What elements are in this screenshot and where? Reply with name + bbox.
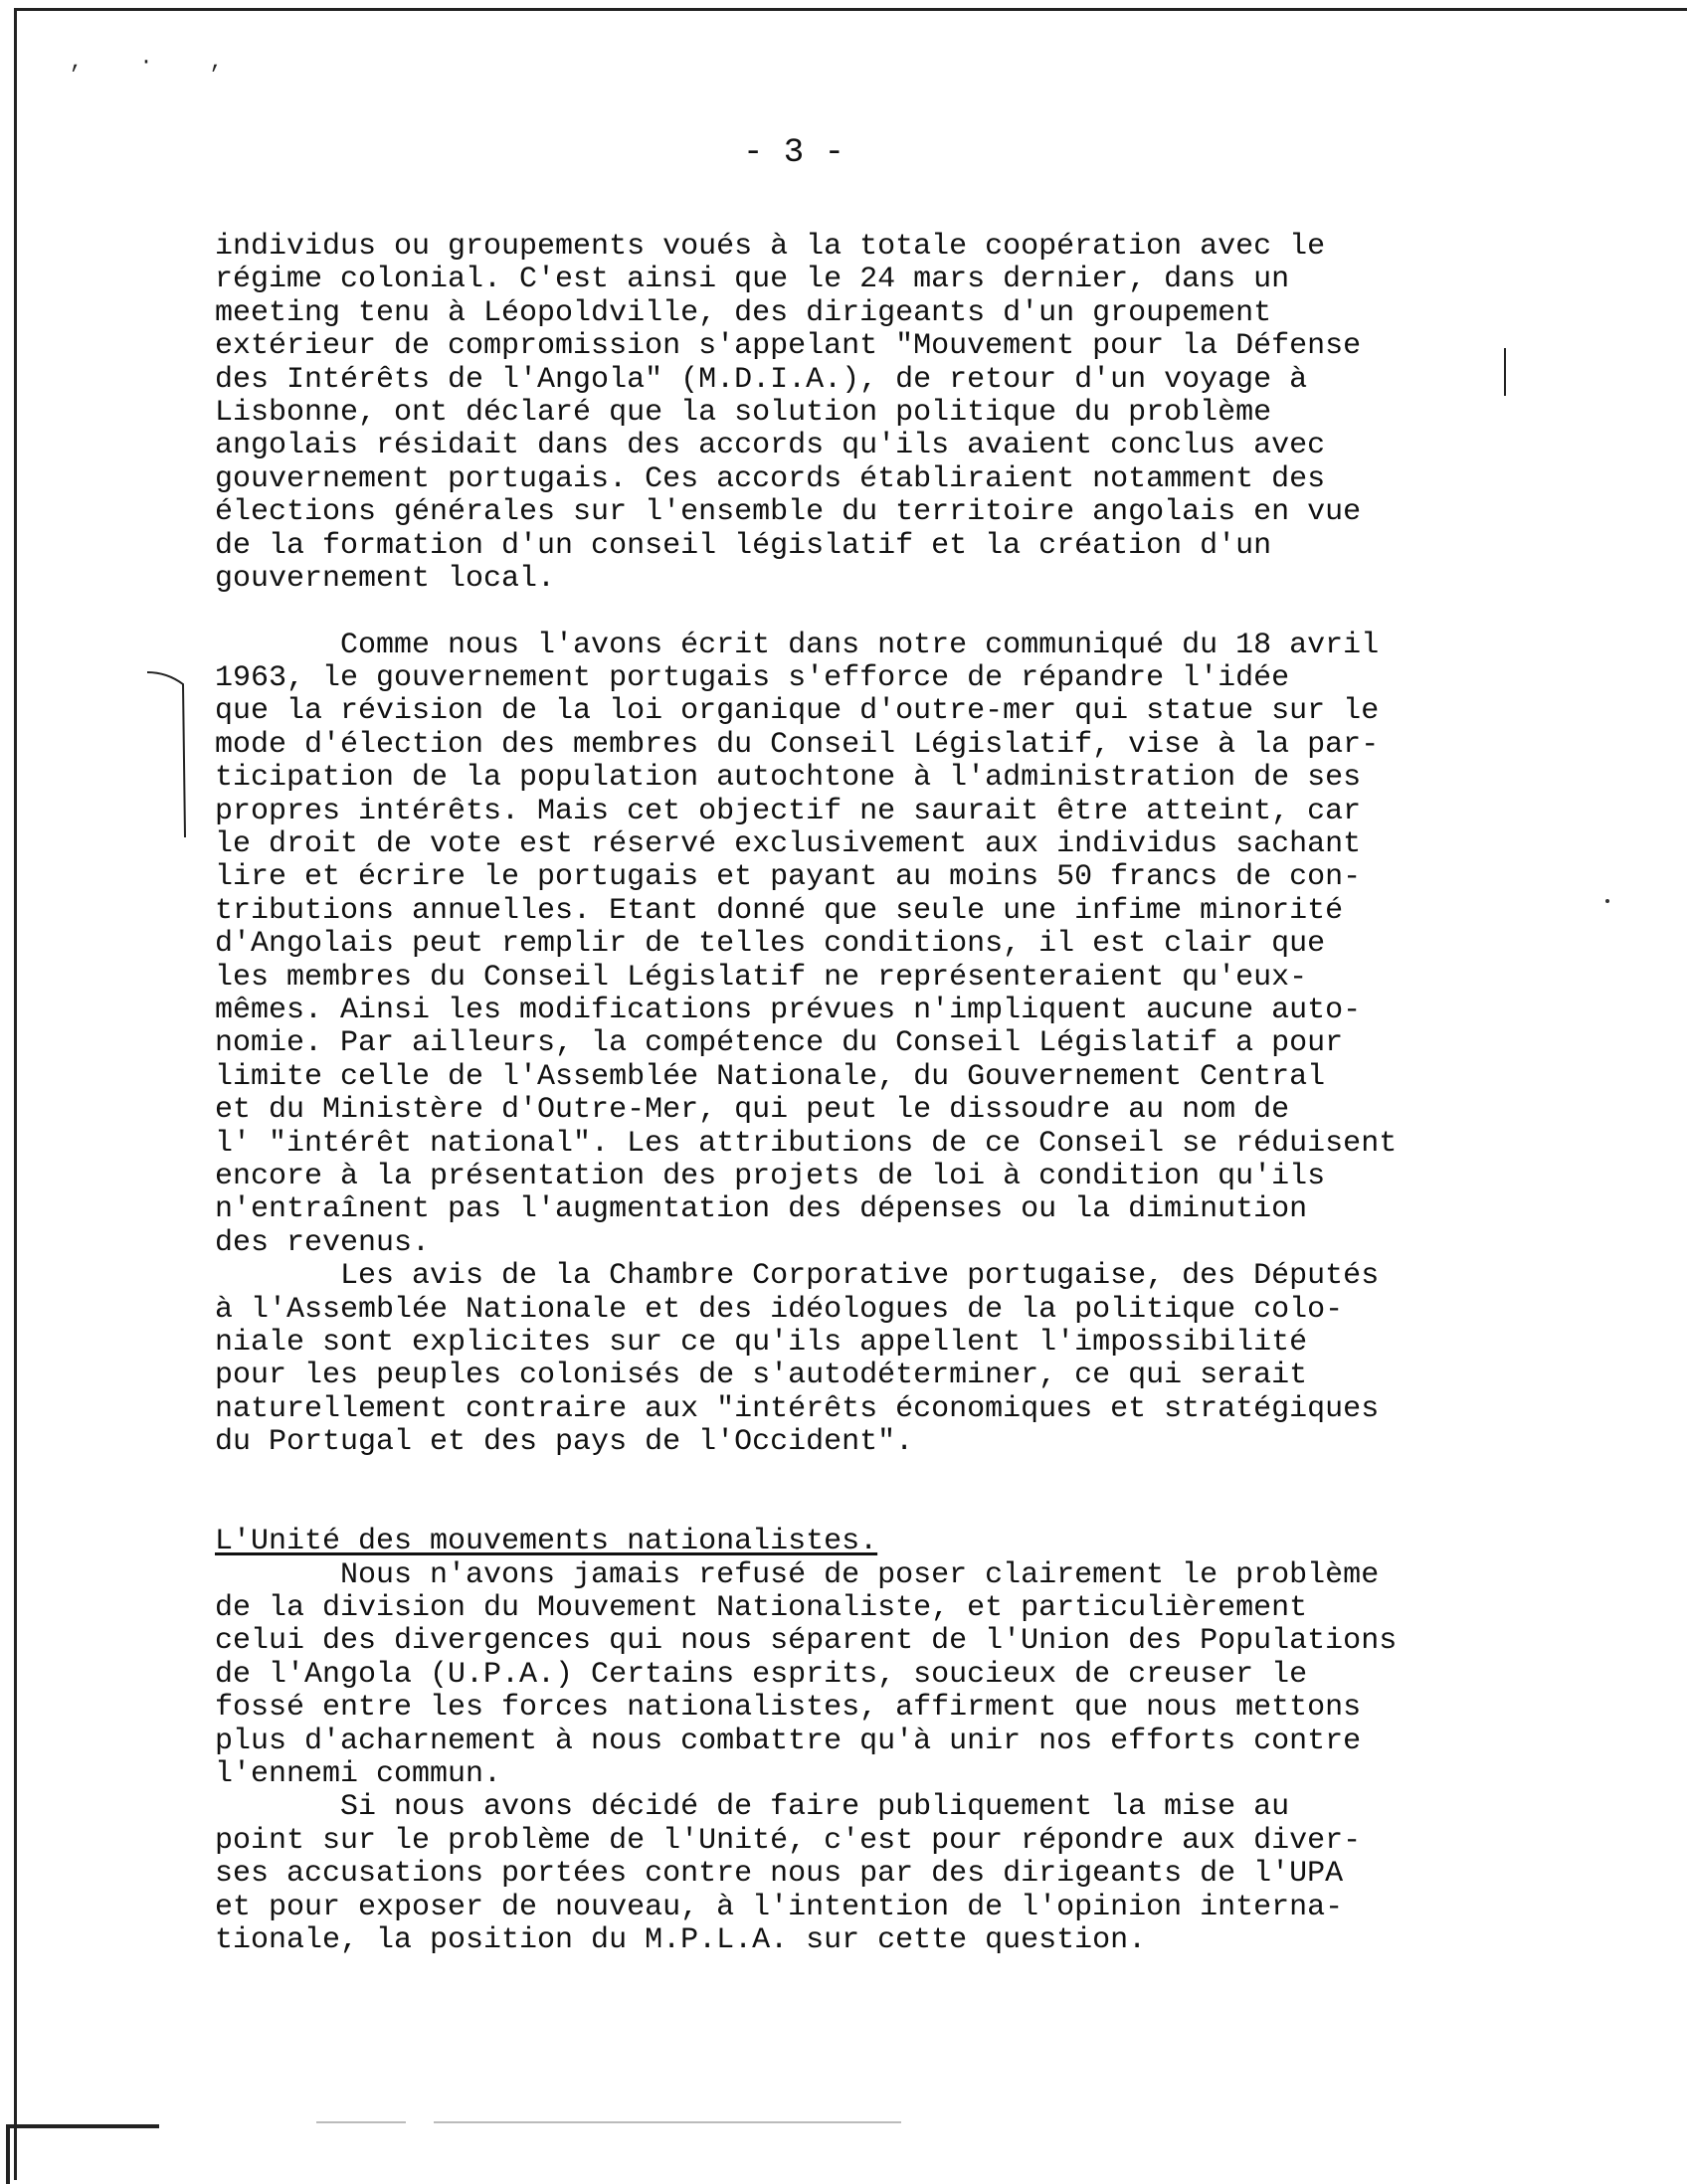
paragraph-gap <box>215 596 1548 629</box>
paragraph-3 <box>215 1260 1548 1459</box>
text-line: extérieur de compromission s'appelant "Mouvement pour la Défense <box>215 329 1362 364</box>
paragraph-5 <box>215 1791 1548 1957</box>
text-line: l' "intérêt national". Les attributions de ce Conseil se réduisent <box>215 1126 1398 1161</box>
text-line: élections générales sur l'ensemble du territoire angolais en vue <box>215 495 1362 530</box>
text-line: mêmes. Ainsi les modifications prévues n'impliquent aucune auto- <box>215 993 1362 1027</box>
text-line: ses accusations portées contre nous par des dirigeants de l'UPA <box>215 1857 1344 1892</box>
footer-rule-left <box>316 2121 406 2123</box>
text-line: Si nous avons décidé de faire publiquement la mise au <box>215 1790 1290 1825</box>
stray-dot <box>1605 899 1609 903</box>
text-line: Lisbonne, ont déclaré que la solution politique du problème <box>215 395 1272 430</box>
text-line: pour les peuples colonisés de s'autodéterminer, ce qui serait <box>215 1359 1308 1393</box>
text-line: plus d'acharnement à nous combattre qu'à unir nos efforts contre <box>215 1724 1362 1758</box>
text-line: 1963, le gouvernement portugais s'efforce de répandre l'idée <box>215 661 1290 696</box>
paragraph-2 <box>215 630 1548 1260</box>
text-line: niale sont explicites sur ce qu'ils appellent l'impossibilité <box>215 1325 1308 1360</box>
text-line: limite celle de l'Assemblée Nationale, du Gouvernement Central <box>215 1059 1326 1094</box>
text-line: lire et écrire le portugais et payant au moins 50 francs de con- <box>215 860 1362 895</box>
text-line: n'entraînent pas l'augmentation des dépenses ou la diminution <box>215 1192 1308 1227</box>
page-number: - 3 - <box>742 134 845 172</box>
text-line: des Intérêts de l'Angola" (M.D.I.A.), de retour d'un voyage à <box>215 362 1308 397</box>
text-line: Nous n'avons jamais refusé de poser clairement le problème <box>215 1557 1380 1592</box>
bottom-left-bracket-mark <box>6 2124 159 2184</box>
text-line: des revenus. <box>215 1225 431 1260</box>
text-line: de la formation d'un conseil législatif et la création d'un <box>215 528 1272 563</box>
text-line: gouvernement portugais. Ces accords établiraient notamment des <box>215 461 1326 496</box>
text-line: tributions annuelles. Etant donné que seule une infime minorité <box>215 893 1344 928</box>
text-line: le droit de vote est réservé exclusivement aux individus sachant <box>215 827 1362 862</box>
text-line: d'Angolais peut remplir de telles conditions, il est clair que <box>215 927 1326 962</box>
paragraph-1 <box>215 231 1548 596</box>
text-line: individus ou groupements voués à la totale coopération avec le <box>215 230 1326 264</box>
footer-rule-right <box>434 2121 901 2123</box>
section-heading: L'Unité des mouvements nationalistes. <box>215 1525 878 1559</box>
paragraph-gap <box>215 1493 1548 1526</box>
paragraph-gap <box>215 1459 1548 1492</box>
text-line: celui des divergences qui nous séparent de l'Union des Populations <box>215 1624 1398 1659</box>
text-line: Les avis de la Chambre Corporative portugaise, des Députés <box>215 1259 1380 1294</box>
text-line: tionale, la position du M.P.L.A. sur cette question. <box>215 1922 1147 1957</box>
text-line: l'ennemi commun. <box>215 1756 502 1791</box>
text-line: ticipation de la population autochtone à l'administration de ses <box>215 761 1362 796</box>
text-line: à l'Assemblée Nationale et des idéologues de la politique colo- <box>215 1292 1344 1327</box>
text-line: que la révision de la loi organique d'outre-mer qui statue sur le <box>215 694 1380 729</box>
text-line: nomie. Par ailleurs, la compétence du Conseil Législatif a pour <box>215 1026 1344 1061</box>
text-line: encore à la présentation des projets de loi à condition qu'ils <box>215 1159 1326 1193</box>
text-line: naturellement contraire aux "intérêts économiques et stratégiques <box>215 1391 1380 1426</box>
text-line: et pour exposer de nouveau, à l'intention de l'opinion interna- <box>215 1890 1344 1924</box>
text-line: régime colonial. C'est ainsi que le 24 mars dernier, dans un <box>215 263 1290 297</box>
text-line: mode d'élection des membres du Conseil Législatif, vise à la par- <box>215 727 1380 762</box>
text-line: de la division du Mouvement Nationaliste, et particulièrement <box>215 1591 1308 1626</box>
text-line: du Portugal et des pays de l'Occident". <box>215 1425 914 1460</box>
paragraph-4 <box>215 1559 1548 1792</box>
text-line: point sur le problème de l'Unité, c'est pour répondre aux diver- <box>215 1823 1362 1858</box>
text-line: de l'Angola (U.P.A.) Certains esprits, soucieux de creuser le <box>215 1657 1308 1692</box>
margin-bracket-mark <box>145 668 187 843</box>
text-line: gouvernement local. <box>215 561 556 596</box>
document-body <box>215 231 1548 1957</box>
text-line: propres intérêts. Mais cet objectif ne saurait être atteint, car <box>215 794 1362 828</box>
text-line: meeting tenu à Léopoldville, des dirigeants d'un groupement <box>215 295 1272 330</box>
text-line: Comme nous l'avons écrit dans notre communiqué du 18 avril <box>215 628 1380 662</box>
text-line: les membres du Conseil Législatif ne représenteraient qu'eux- <box>215 960 1308 995</box>
corner-marks: , · , <box>70 50 246 75</box>
text-line: angolais résidait dans des accords qu'ils avaient conclus avec <box>215 429 1326 463</box>
text-line: et du Ministère d'Outre-Mer, qui peut le dissoudre au nom de <box>215 1093 1290 1128</box>
text-line: fossé entre les forces nationalistes, affirment que nous mettons <box>215 1691 1362 1726</box>
